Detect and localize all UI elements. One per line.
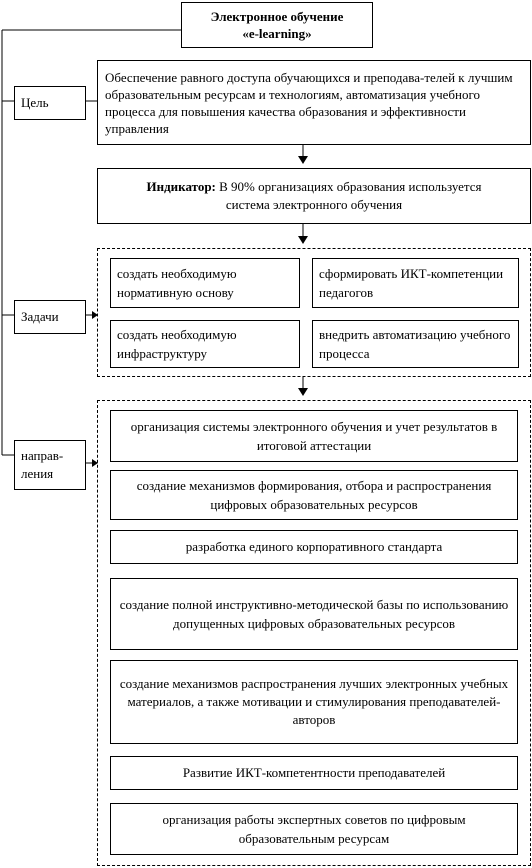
indicator-bold: Индикатор: — [146, 179, 216, 194]
indicator-text — [138, 178, 490, 214]
task-box — [312, 320, 519, 368]
down-arrow-icon — [298, 388, 308, 396]
direction-box — [110, 660, 518, 744]
indicator-box — [97, 168, 531, 224]
directions-label — [14, 440, 86, 490]
direction-text: организация работы экспертных советов по цифровым образовательным ресурсам — [162, 812, 466, 846]
title-line-2: «e-learning» — [242, 26, 312, 41]
goal-label — [14, 86, 86, 120]
down-arrow-icon — [298, 156, 308, 164]
direction-box — [110, 803, 518, 855]
direction-text: Развитие ИКТ-компетентности преподавателей — [182, 765, 446, 780]
task-text: сформировать ИКТ-компетенции педагогов — [319, 266, 504, 300]
task-text: создать необходимую инфраструктуру — [117, 327, 237, 361]
indicator-body: В 90% организациях образования используется система электронного обучения — [215, 179, 482, 212]
tasks-label — [14, 300, 86, 334]
direction-box — [110, 530, 518, 564]
direction-text: создание механизмов формирования, отбора и распространения цифровых образовательных ресурсов — [136, 478, 492, 512]
title-line-1: Электронное обучение — [210, 9, 344, 24]
direction-box — [110, 578, 518, 650]
task-box — [312, 258, 519, 308]
goal-box — [97, 60, 531, 145]
directions-label-text: направ- ления — [21, 448, 64, 481]
goal-text: Обеспечение равного доступа обучающихся и преподава-телей к лучшим образовательным ресурсам и технологиям, автоматизация учебного процесса для повышения качества образования и эффективности управления — [105, 69, 513, 136]
direction-box — [110, 470, 518, 520]
task-box — [110, 320, 300, 368]
diagram-title — [181, 2, 373, 48]
down-arrow-icon — [298, 236, 308, 244]
direction-text: создание механизмов распространения лучших электронных учебных материалов, а также мотивации и стимулирования преподавателей-авторов — [119, 676, 509, 727]
task-box — [110, 258, 300, 308]
direction-box — [110, 756, 518, 790]
direction-text: создание полной инструктивно-методической базы по использованию допущенных цифровых образовательных ресурсов — [119, 597, 509, 631]
task-text: создать необходимую нормативную основу — [117, 266, 237, 300]
direction-text: организация системы электронного обучения и учет результатов в итоговой аттестации — [130, 419, 498, 453]
tasks-label-text: Задачи — [21, 309, 59, 324]
direction-box — [110, 410, 518, 462]
task-text: внедрить автоматизацию учебного процесса — [319, 327, 511, 361]
direction-text: разработка единого корпоративного стандарта — [185, 539, 443, 554]
goal-label-text: Цель — [21, 95, 49, 110]
